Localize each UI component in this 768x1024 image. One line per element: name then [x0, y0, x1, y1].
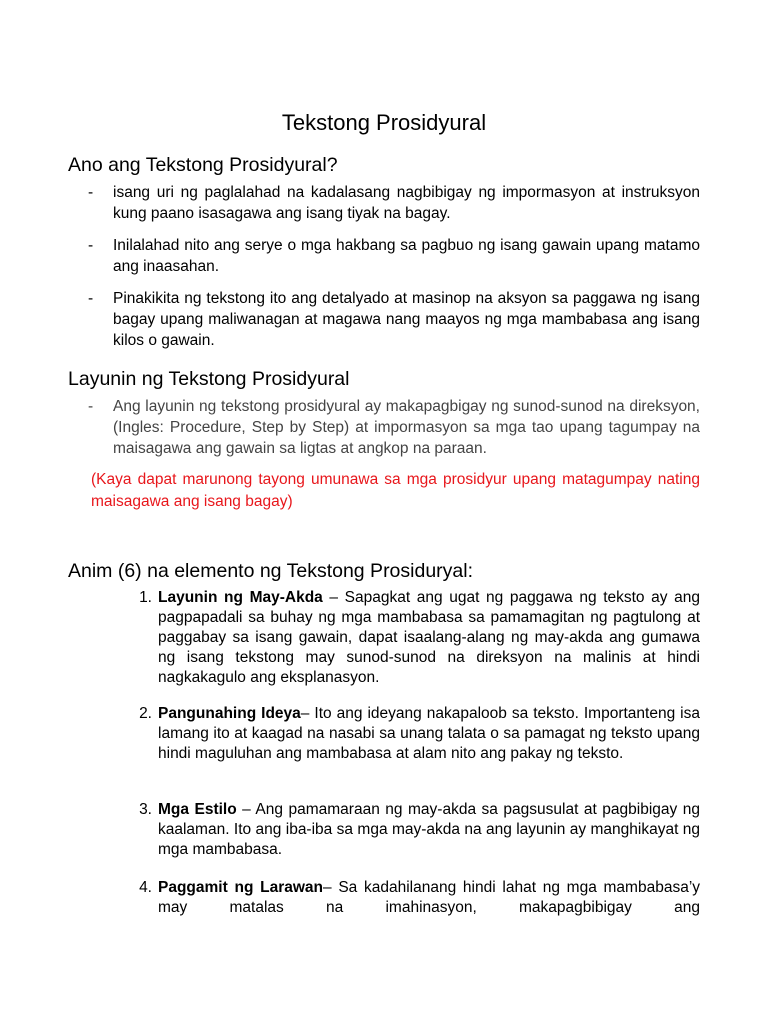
definition-item-text: Pinakikita ng tekstong ito ang detalyado at masinop na aksyon sa paggawa ng isang bagay upang maliwanagan at magawa nang maayos ng mga mambabasa ang isang kilos o gawain.: [113, 290, 700, 349]
element-term: Mga Estilo: [158, 801, 237, 818]
element-description: – Ito ang ideyang nakapaloob sa teksto. Importanteng isa lamang ito at kaagad na nasabi sa unang talata o sa pamagat ng teksto upang hindi maguluhan ang mambabasa at alam nito ang pakay ng teksto.: [158, 705, 700, 762]
purpose-item: [88, 396, 700, 459]
definition-item-1: [88, 182, 700, 224]
section-heading-purpose: Layunin ng Tekstong Prosidyural: [68, 368, 350, 390]
definition-item-2: [88, 235, 700, 277]
definition-item-text: Inilalahad nito ang serye o mga hakbang sa pagbuo ng isang gawain upang matamo ang inaasahan.: [113, 237, 700, 275]
element-term: Pangunahing Ideya: [158, 705, 301, 722]
element-number: 2.: [139, 705, 152, 722]
element-text: [158, 878, 700, 918]
element-number: 4.: [139, 879, 152, 896]
element-text: [158, 800, 700, 860]
dash-bullet: -: [88, 184, 94, 201]
section-heading-elements: Anim (6) na elemento ng Tekstong Prosiduryal:: [68, 560, 474, 582]
element-description: – Ang pamamaraan ng may-akda sa pagsusulat at pagbibigay ng kaalaman. Ito ang iba-iba sa mga may-akda na ang layunin ay manghikayat ng mga mambabasa.: [158, 801, 700, 858]
definition-item-3: [88, 288, 700, 351]
element-item-1: [130, 588, 700, 688]
element-text: [158, 588, 700, 688]
dash-bullet: -: [88, 237, 94, 254]
element-description: – Sa kadahilanang hindi lahat ng mga mambabasa’y may matalas na imahinasyon, makapagbibigay ang: [158, 879, 701, 916]
element-term: Layunin ng May-Akda: [158, 589, 323, 606]
element-text: [158, 704, 700, 764]
document-title: Tekstong Prosidyural: [281, 110, 487, 135]
dash-bullet: -: [88, 290, 94, 307]
element-number: 3.: [139, 801, 152, 818]
element-description: – Sapagkat ang ugat ng paggawa ng teksto ay ang pagpapadali sa buhay ng mga mambabasa sa pamamagitan ng pagtulong at paggabay sa isang gawain, dapat isaalang-alang ng may-akda ang gumawa ng isang tekstong may sunod-sunod na direksyon na malinis at hindi nagkakagulo ang eksplanasyon.: [158, 589, 700, 686]
element-item-2: [130, 704, 700, 764]
element-item-4: [130, 878, 700, 918]
element-number: 1.: [139, 589, 152, 606]
purpose-note: (Kaya dapat marunong tayong umunawa sa mga prosidyur upang matagumpay nating maisagawa ang isang bagay): [91, 471, 700, 510]
element-term: Paggamit ng Larawan: [158, 879, 324, 896]
dash-bullet: -: [88, 398, 94, 415]
purpose-item-text: Ang layunin ng tekstong prosidyural ay makapagbigay ng sunod-sunod na direksyon, (Ingles: Procedure, Step by Step) at impormasyon sa mga tao upang tagumpay na maisagawa ang gawain sa ligtas at angkop na paraan.: [113, 398, 700, 457]
definition-item-text: isang uri ng paglalahad na kadalasang nagbibigay ng impormasyon at instruksyon kung paano isasagawa ang isang tiyak na bagay.: [113, 184, 700, 222]
element-item-3: [130, 800, 700, 860]
section-heading-definition: Ano ang Tekstong Prosidyural?: [68, 154, 338, 176]
